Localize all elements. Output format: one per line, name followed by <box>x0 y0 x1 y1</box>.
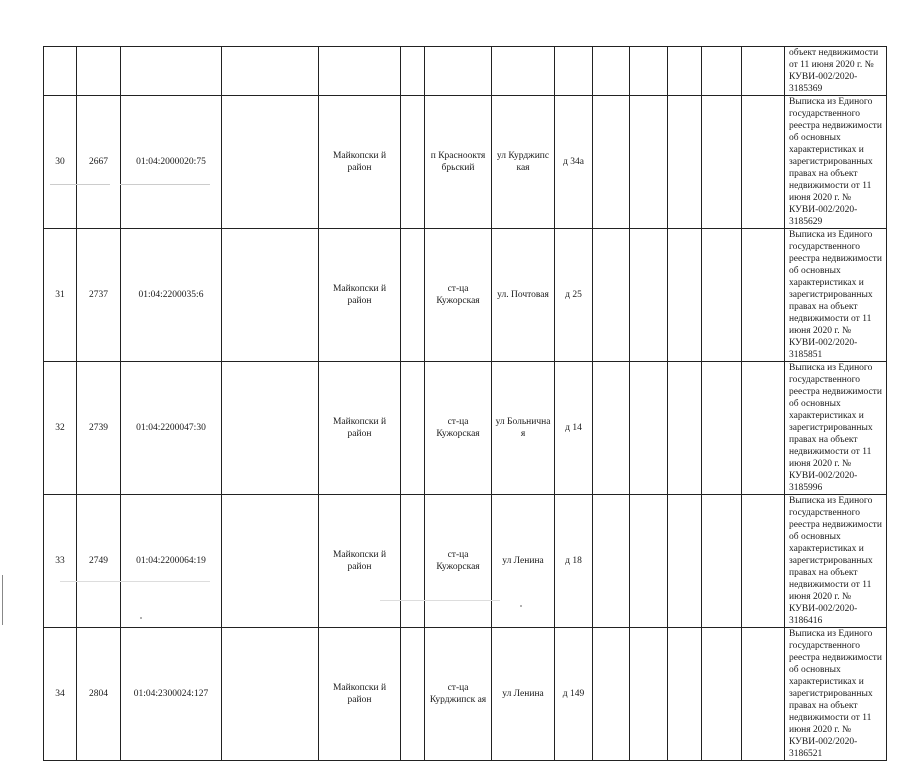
cell-empty <box>630 628 668 761</box>
cell-house: д 14 <box>555 362 593 495</box>
cell-empty <box>121 47 222 96</box>
cell-house: д 18 <box>555 495 593 628</box>
cell-empty <box>593 47 630 96</box>
cell-empty <box>319 47 401 96</box>
cell-object-id: 2737 <box>77 229 121 362</box>
cell-document: Выписка из Единого государственного реестра недвижимости об основных характеристиках и зарегистрированных правах на объект недвижимости от 11 июня 2020 г. № КУВИ-002/2020-3185996 <box>785 362 887 495</box>
cell-settlement: ст-ца Кужорская <box>425 495 492 628</box>
cell-document: Выписка из Единого государственного реестра недвижимости об основных характеристиках и зарегистрированных правах на объект недвижимости от 11 июня 2020 г. № КУВИ-002/2020-3185851 <box>785 229 887 362</box>
cell-empty <box>77 47 121 96</box>
cell-empty <box>668 229 702 362</box>
cell-empty <box>742 47 785 96</box>
cell-empty <box>425 47 492 96</box>
cell-settlement: ст-ца Кужорская <box>425 362 492 495</box>
cell-empty <box>401 628 425 761</box>
cell-empty <box>222 362 319 495</box>
table-row <box>44 495 887 628</box>
cell-object-id: 2739 <box>77 362 121 495</box>
scan-artifact <box>520 605 522 607</box>
table-row <box>44 362 887 495</box>
registry-table <box>43 46 887 761</box>
cell-empty <box>593 362 630 495</box>
cell-row-number: 32 <box>44 362 77 495</box>
cell-street: ул Больнична я <box>492 362 555 495</box>
cell-row-number: 30 <box>44 96 77 229</box>
cell-empty <box>593 96 630 229</box>
cell-empty <box>222 96 319 229</box>
cell-empty <box>668 628 702 761</box>
cell-empty <box>668 495 702 628</box>
cell-document: Выписка из Единого государственного реестра недвижимости об основных характеристиках и зарегистрированных правах на объект недвижимости от 11 июня 2020 г. № КУВИ-002/2020-3185629 <box>785 96 887 229</box>
cell-cadastral-number: 01:04:2300024:127 <box>121 628 222 761</box>
cell-street: ул Ленина <box>492 495 555 628</box>
cell-empty <box>630 96 668 229</box>
cell-empty <box>401 229 425 362</box>
cell-street: ул Курджипс кая <box>492 96 555 229</box>
cell-empty <box>222 628 319 761</box>
cell-house: д 25 <box>555 229 593 362</box>
cell-empty <box>401 495 425 628</box>
cell-empty <box>492 47 555 96</box>
cell-empty <box>44 47 77 96</box>
table-row <box>44 47 887 96</box>
cell-document: Выписка из Единого государственного реестра недвижимости об основных характеристиках и зарегистрированных правах на объект недвижимости от 11 июня 2020 г. № КУВИ-002/2020-3186416 <box>785 495 887 628</box>
cell-empty <box>593 229 630 362</box>
cell-cadastral-number: 01:04:2000020:75 <box>121 96 222 229</box>
cell-empty <box>630 47 668 96</box>
cell-house: д 149 <box>555 628 593 761</box>
cell-empty <box>742 229 785 362</box>
cell-street: ул Ленина <box>492 628 555 761</box>
scan-artifact <box>60 581 210 582</box>
cell-empty <box>401 96 425 229</box>
table-row <box>44 229 887 362</box>
cell-empty <box>401 362 425 495</box>
cell-empty <box>702 96 742 229</box>
scan-artifact <box>50 184 110 185</box>
cell-district: Майкопски й район <box>319 229 401 362</box>
scan-artifact <box>380 600 500 601</box>
cell-object-id: 2749 <box>77 495 121 628</box>
cell-cadastral-number: 01:04:2200047:30 <box>121 362 222 495</box>
cell-empty <box>702 628 742 761</box>
cell-district: Майкопски й район <box>319 362 401 495</box>
cell-object-id: 2667 <box>77 96 121 229</box>
cell-empty <box>702 47 742 96</box>
cell-empty <box>555 47 593 96</box>
cell-cadastral-number: 01:04:2200035:6 <box>121 229 222 362</box>
cell-empty <box>702 229 742 362</box>
cell-empty <box>401 47 425 96</box>
cell-empty <box>630 229 668 362</box>
table-row <box>44 96 887 229</box>
cell-district: Майкопски й район <box>319 495 401 628</box>
cell-empty <box>702 362 742 495</box>
cell-street: ул. Почтовая <box>492 229 555 362</box>
cell-empty <box>222 229 319 362</box>
cell-empty <box>742 96 785 229</box>
cell-row-number: 34 <box>44 628 77 761</box>
cell-empty <box>668 47 702 96</box>
scan-artifact <box>120 184 210 185</box>
cell-empty <box>630 495 668 628</box>
cell-settlement: ст-ца Курджипск ая <box>425 628 492 761</box>
cell-empty <box>702 495 742 628</box>
cell-document: Выписка из Единого государственного реестра недвижимости об основных характеристиках и зарегистрированных правах на объект недвижимости от 11 июня 2020 г. № КУВИ-002/2020-3186521 <box>785 628 887 761</box>
cell-empty <box>742 495 785 628</box>
cell-empty <box>668 362 702 495</box>
cell-empty <box>593 495 630 628</box>
cell-empty <box>742 628 785 761</box>
cell-row-number: 33 <box>44 495 77 628</box>
cell-cadastral-number: 01:04:2200064:19 <box>121 495 222 628</box>
cell-district: Майкопски й район <box>319 96 401 229</box>
cell-empty <box>668 96 702 229</box>
cell-object-id: 2804 <box>77 628 121 761</box>
cell-district: Майкопски й район <box>319 628 401 761</box>
cell-empty <box>630 362 668 495</box>
table-body <box>44 47 887 761</box>
cell-settlement: п Краснооктя брьский <box>425 96 492 229</box>
scan-artifact <box>2 575 3 625</box>
table-row <box>44 628 887 761</box>
cell-empty <box>222 47 319 96</box>
cell-settlement: ст-ца Кужорская <box>425 229 492 362</box>
cell-house: д 34а <box>555 96 593 229</box>
cell-document: объект недвижимости от 11 июня 2020 г. № КУВИ-002/2020-3185369 <box>785 47 887 96</box>
cell-empty <box>742 362 785 495</box>
cell-empty <box>593 628 630 761</box>
cell-row-number: 31 <box>44 229 77 362</box>
scan-artifact <box>140 617 142 619</box>
cell-empty <box>222 495 319 628</box>
